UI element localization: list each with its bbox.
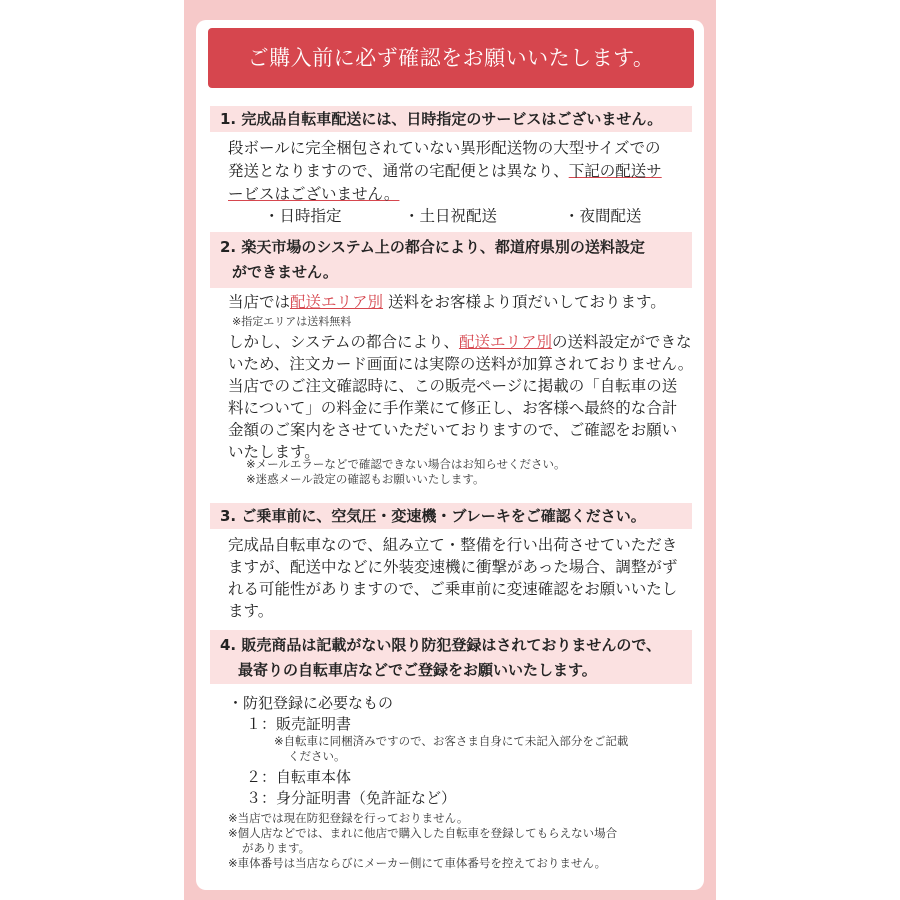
s1-line-1: 段ボールに完全梱包されていない異形配送物の大型サイズでの xyxy=(228,139,661,157)
s2-line-1 xyxy=(228,290,666,312)
s2-line-7: いたします。 xyxy=(228,443,320,461)
s1-option-date: ・日時指定 xyxy=(264,207,342,225)
s4-footnote-4: ※車体番号は当店ならびにメーカー側にて車体番号を控えておりません。 xyxy=(228,856,607,870)
s2-heading-line-1: 2. 楽天市場のシステム上の都合により、都道府県別の送料設定 xyxy=(220,238,645,256)
s1-line-2-text: 発送となりますので、通常の宅配便とは異なり、 xyxy=(228,162,569,180)
section-2-heading xyxy=(210,232,692,288)
s2-l2-area: 配送エリア別 xyxy=(458,333,552,351)
section-1-heading: 1. 完成品自転車配送には、日時指定のサービスはございません。 xyxy=(210,106,692,132)
s4-item-1-note-2: ください。 xyxy=(288,749,346,763)
s1-line-2-underlined: 下記の配送サ xyxy=(568,162,662,180)
s3-line-4: ます。 xyxy=(228,602,274,620)
s2-l1-c: 送料をお客様より頂だいしております。 xyxy=(387,293,666,311)
section-4-heading xyxy=(210,630,692,684)
s4-heading-line-1: 4. 販売商品は記載がない限り防犯登録はされておりませんので、 xyxy=(220,636,662,654)
s4-footnote-1: ※当店では現在防犯登録を行っておりません。 xyxy=(228,811,469,825)
s4-footnote-2: ※個人店などでは、まれに他店で購入した自転車を登録してもらえない場合 xyxy=(228,826,618,840)
s1-line-3: ービスはございません。 xyxy=(228,185,400,203)
s1-line-2 xyxy=(228,159,662,181)
s2-l2-a: しかし、システムの都合により、 xyxy=(228,333,459,351)
s2-line-3: いため、注文カード画面には実際の送料が加算されておりません。 xyxy=(228,355,694,373)
section-3-heading: 3. ご乗車前に、空気圧・変速機・ブレーキをご確認ください。 xyxy=(210,503,692,529)
s2-note-mail-error: ※メールエラーなどで確認できない場合はお知らせください。 xyxy=(246,457,566,471)
s3-line-1: 完成品自転車なので、組み立て・整備を行い出荷させていただき xyxy=(228,536,678,554)
s1-option-weekend: ・土日祝配送 xyxy=(404,207,498,225)
s3-line-2: ますが、配送中などに外装変速機に衝撃があった場合、調整がず xyxy=(228,558,678,576)
s2-line-5: 料について」の料金に手作業にて修正し、お客様へ最終的な合計 xyxy=(228,399,678,417)
s4-item-1-note-1: ※自転車に同梱済みですので、お客さま自身にて未記入部分をご記載 xyxy=(274,734,629,748)
s1-option-night: ・夜間配送 xyxy=(564,207,642,225)
s4-item-3: ３：身分証明書（免許証など） xyxy=(246,789,457,807)
s4-item-1: １：販売証明書 xyxy=(246,715,352,733)
notice-banner: ご購入前に必ず確認をお願いいたします。 xyxy=(208,28,694,88)
s2-note-spam: ※迷惑メール設定の確認もお願いいたします。 xyxy=(246,472,485,486)
s2-heading-line-2: ができません。 xyxy=(232,263,338,281)
s2-line-6: 金額のご案内をさせていただいておりますので、ご確認をお願い xyxy=(228,421,678,439)
s4-heading-line-2: 最寄りの自転車店などでご登録をお願いいたします。 xyxy=(238,661,597,679)
s3-line-3: れる可能性がありますので、ご乗車前に変速確認をお願いいたし xyxy=(228,580,678,598)
s2-l2-c: の送料設定ができな xyxy=(551,333,692,351)
s2-l1-area: 配送エリア別 xyxy=(290,293,384,311)
s2-line-4: 当店でのご注文確認時に、この販売ページに掲載の「自転車の送 xyxy=(228,377,678,395)
s2-l1-a: 当店では xyxy=(228,293,291,311)
s4-needs-title: ・防犯登録に必要なもの xyxy=(228,694,394,712)
s2-line-2 xyxy=(228,330,691,352)
s4-footnote-3: があります。 xyxy=(242,841,311,855)
s4-item-2: ２：自転車本体 xyxy=(246,768,352,786)
s2-note-free: ※指定エリアは送料無料 xyxy=(232,315,352,328)
